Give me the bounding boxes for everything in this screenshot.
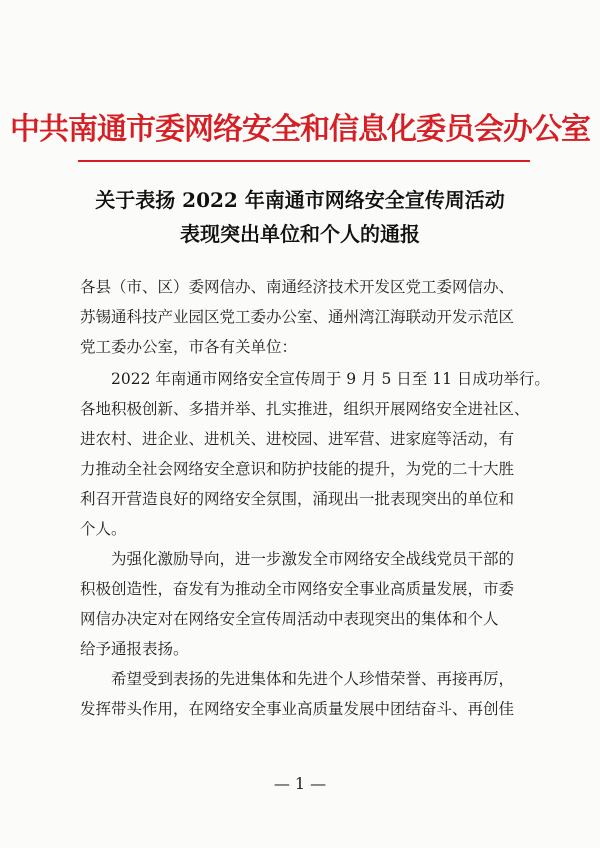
- body-line: 力推动全社会网络安全意识和防护技能的提升，为党的二十大胜: [80, 460, 515, 478]
- body-line: 苏锡通科技产业园区党工委办公室、通州湾江海联动开发示范区: [80, 308, 515, 326]
- body-line: 发挥带头作用，在网络安全事业高质量发展中团结奋斗、再创佳: [80, 700, 515, 718]
- body-line: 积极创造性，奋发有为推动全市网络安全事业高质量发展，市委: [80, 580, 515, 598]
- document-title-line-2: 表现突出单位和个人的通报: [180, 222, 420, 246]
- body-line: 网信办决定对在网络安全宣传周活动中表现突出的集体和个人: [80, 610, 499, 628]
- body-line: 利召开营造良好的网络安全氛围，涌现出一批表现突出的单位和: [80, 490, 515, 508]
- body-line: 希望受到表扬的先进集体和先进个人珍惜荣誉、再接再厉，: [80, 670, 515, 688]
- body-line: 各地积极创新、多措并举、扎实推进，组织开展网络安全进社区、: [80, 400, 530, 418]
- red-divider-line: [78, 160, 530, 162]
- body-line: 党工委办公室，市各有关单位：: [80, 338, 298, 356]
- body-line: 进农村、进企业、进机关、进校园、进军营、进家庭等活动，有: [80, 430, 515, 448]
- body-line: 各县（市、区）委网信办、南通经济技术开发区党工委网信办、: [80, 278, 515, 296]
- masthead-red-header: 中共南通市委网络安全和信息化委员会办公室: [10, 112, 590, 147]
- document-title-line-1: 关于表扬 2022 年南通市网络安全宣传周活动: [95, 188, 505, 212]
- body-line: 2022 年南通市网络安全宣传周于 9 月 5 日至 11 日成功举行。: [80, 370, 550, 388]
- body-line: 为强化激励导向，进一步激发全市网络安全战线党员干部的: [80, 550, 515, 568]
- body-line: 给予通报表扬。: [80, 640, 189, 658]
- page-number: — 1 —: [273, 774, 327, 793]
- body-line: 个人。: [80, 520, 127, 538]
